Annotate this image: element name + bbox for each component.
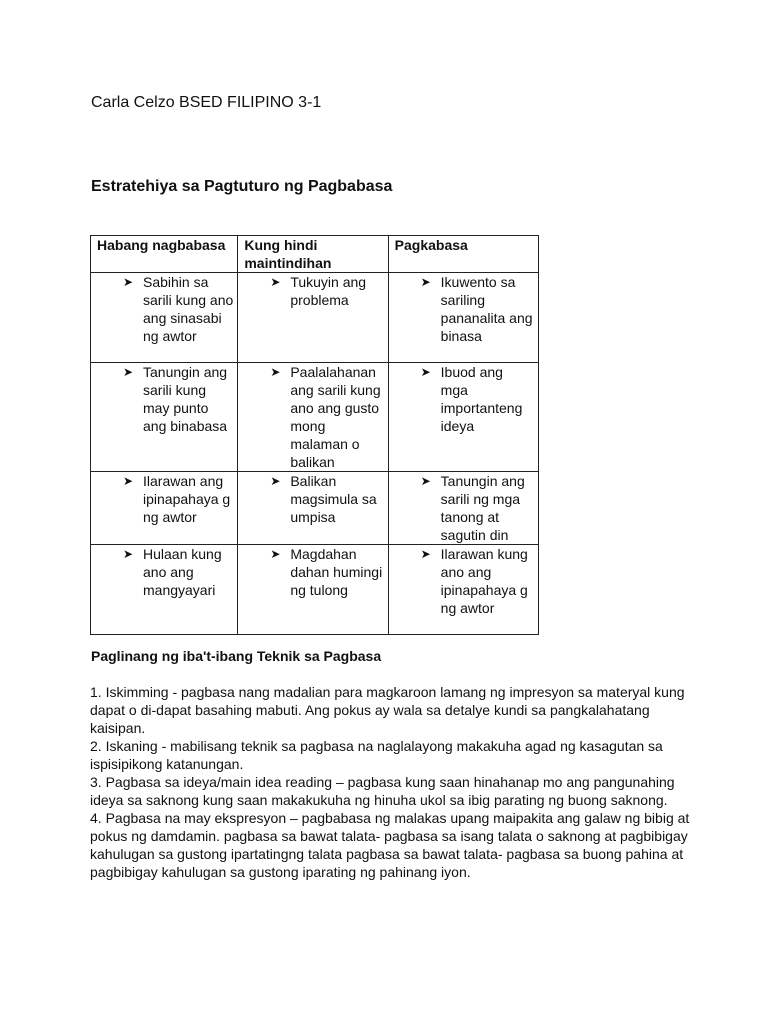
arrowhead-bullet-icon: ➤	[123, 365, 134, 379]
table-cell	[91, 363, 238, 472]
table-cell	[388, 545, 538, 635]
document-title: Estratehiya sa Pagtuturo ng Pagbabasa	[91, 178, 393, 195]
cell-text: Ilarawan ang ipinapahaya g ng awtor	[143, 473, 231, 525]
strategy-table	[90, 235, 539, 635]
cell-text: Ikuwento sa sariling pananalita ang binasa	[440, 274, 533, 344]
arrowhead-bullet-icon: ➤	[270, 474, 281, 488]
table-cell	[238, 273, 388, 363]
table-header-row	[91, 236, 539, 273]
table-cell	[388, 273, 538, 363]
arrowhead-bullet-icon: ➤	[270, 365, 281, 379]
arrowhead-bullet-icon: ➤	[420, 474, 431, 488]
table-cell	[238, 363, 388, 472]
table-row	[91, 472, 539, 545]
cell-text: Tanungin ang sarili ng mga tanong at sagutin din	[440, 473, 525, 543]
table-cell	[91, 545, 238, 635]
technique-list	[90, 683, 690, 881]
cell-text: Ilarawan kung ano ang ipinapahaya g ng awtor	[440, 546, 528, 616]
author-line: Carla Celzo BSED FILIPINO 3-1	[91, 94, 322, 111]
cell-text: Hulaan kung ano ang mangyayari	[143, 546, 222, 598]
arrowhead-bullet-icon: ➤	[270, 275, 281, 289]
table-cell	[238, 545, 388, 635]
table-cell	[388, 363, 538, 472]
table-header-cell: Habang nagbabasa	[91, 236, 238, 273]
list-item: 4. Pagbasa na may ekspresyon – pagbabasa ng malakas upang maipakita ang galaw ng bibig at pokus ng damdamin. pagbasa sa bawat talata- pagbasa sa isang talata o saknong at pagbibigay kahulugan sa gustong ipartatingng talata pagbasa sa bawat talata- pagbasa sa buong pahina at pagbibigay kahulugan sa gustong iparating ng pahinang iyon.	[90, 810, 690, 880]
table-row	[91, 273, 539, 363]
cell-text: Tanungin ang sarili kung may punto ang binabasa	[143, 364, 228, 434]
arrowhead-bullet-icon: ➤	[420, 365, 431, 379]
arrowhead-bullet-icon: ➤	[270, 547, 281, 561]
table-cell	[238, 472, 388, 545]
section-title: Paglinang ng iba't-ibang Teknik sa Pagbasa	[91, 648, 382, 664]
table-cell	[388, 472, 538, 545]
table-row	[91, 545, 539, 635]
arrowhead-bullet-icon: ➤	[420, 547, 431, 561]
arrowhead-bullet-icon: ➤	[123, 547, 134, 561]
arrowhead-bullet-icon: ➤	[123, 474, 134, 488]
table-header-cell: Kung hindi maintindihan	[238, 236, 388, 273]
cell-text: Paalalahanan ang sarili kung ano ang gusto mong malaman o balikan	[290, 364, 381, 470]
cell-text: Ibuod ang mga importanteng ideya	[440, 364, 523, 434]
arrowhead-bullet-icon: ➤	[123, 275, 134, 289]
cell-text: Sabihin sa sarili kung ano ang sinasabi ng awtor	[143, 274, 234, 344]
cell-text: Magdahan dahan humingi ng tulong	[290, 546, 383, 598]
table-header-cell: Pagkabasa	[388, 236, 538, 273]
list-item: 2. Iskaning - mabilisang teknik sa pagbasa na naglalayong makakuha agad ng kasagutan sa ispisipikong katanungan.	[90, 738, 663, 772]
cell-text: Tukuyin ang problema	[290, 274, 367, 308]
cell-text: Balikan magsimula sa umpisa	[290, 473, 377, 525]
table-cell	[91, 273, 238, 363]
table-cell	[91, 472, 238, 545]
arrowhead-bullet-icon: ➤	[420, 275, 431, 289]
table-row	[91, 363, 539, 472]
list-item: 1. Iskimming - pagbasa nang madalian para magkaroon lamang ng impresyon sa materyal kung dapat o di-dapat basahing mabuti. Ang pokus ay wala sa detalye kundi sa pangkalahatang kaisipan.	[90, 684, 685, 736]
list-item: 3. Pagbasa sa ideya/main idea reading – pagbasa kung saan hinahanap mo ang pangunahing ideya sa saknong kung saan makakukuha ng hinuha ukol sa ibig parating ng buong saknong.	[90, 774, 675, 808]
